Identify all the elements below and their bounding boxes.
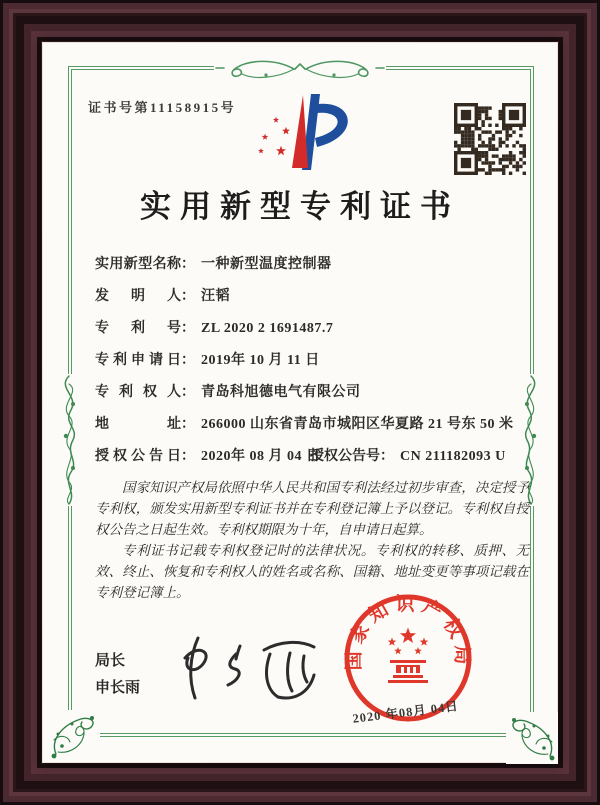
director-name: 申长雨 <box>95 680 141 696</box>
field-grant-no <box>310 445 506 465</box>
field-value: 汪韬 <box>201 289 230 304</box>
field-value: CN 211182093 U <box>400 449 506 464</box>
director-block <box>95 648 140 702</box>
field-list <box>95 253 530 477</box>
seal-text: 国家知识产权局 <box>343 594 473 671</box>
legal-paragraph-2: 专利证书记载专利权登记时的法律状况。专利权的转移、质押、无效、终止、恢复和专利权人的姓名或名称、国籍、地址变更等事项记载在专利登记簿上。 <box>95 543 529 600</box>
field-filing-date <box>95 349 530 370</box>
top-flourish-icon <box>214 52 386 84</box>
colon: ： <box>181 257 195 272</box>
colon: ： <box>181 289 195 304</box>
cnipa-logo-icon <box>251 90 367 174</box>
colon: ： <box>181 385 195 400</box>
seal-date: 2020 年08月 04日 <box>351 698 460 726</box>
bottom-right-floral-icon <box>506 712 558 764</box>
colon: ： <box>181 353 195 368</box>
qr-code <box>454 103 526 175</box>
field-inventor <box>95 285 530 306</box>
field-patent-no <box>95 317 530 338</box>
field-value: 2020年 08 月 04 日 <box>201 449 321 464</box>
field-label: 授权公告号 <box>310 449 380 464</box>
field-label: 发明人 <box>95 289 181 304</box>
field-grant <box>95 445 530 466</box>
field-value: 266000 山东省青岛市城阳区华夏路 21 号东 50 米 <box>201 417 514 432</box>
field-label: 地址 <box>95 417 181 432</box>
colon: ： <box>181 321 195 336</box>
left-flourish-icon <box>51 374 87 506</box>
field-label: 实用新型名称 <box>95 257 181 272</box>
field-address <box>95 413 530 434</box>
certificate-title: 实用新型专利证书 <box>140 189 460 224</box>
director-title: 局长 <box>95 653 126 669</box>
field-value: 青岛科旭德电气有限公司 <box>201 385 361 400</box>
field-patentee <box>95 381 530 402</box>
director-signature <box>168 628 348 710</box>
legal-paragraph-1: 国家知识产权局依照中华人民共和国专利法经过初步审查，决定授予专利权，颁发实用新型专利证书并在专利登记簿上予以登记。专利权自授权公告之日起生效。专利权期限为十年，自申请日起算。 <box>95 480 529 537</box>
legal-text <box>95 477 529 603</box>
field-value: ZL 2020 2 1691487.7 <box>201 321 334 336</box>
bottom-left-floral-icon <box>48 710 100 762</box>
certificate-number: 证书号第11158915号 <box>88 100 237 115</box>
field-label: 专利号 <box>95 321 181 336</box>
field-value: 一种新型温度控制器 <box>201 257 332 272</box>
colon: ： <box>181 449 195 464</box>
field-name <box>95 253 530 274</box>
colon: ： <box>181 417 195 432</box>
field-label: 授权公告日 <box>95 449 181 464</box>
field-value: 2019年 10 月 11 日 <box>201 353 320 368</box>
field-label: 专利权人 <box>95 385 181 400</box>
national-emblem-icon <box>388 628 429 684</box>
colon: ： <box>380 449 394 464</box>
field-label: 专利申请日 <box>95 353 181 368</box>
